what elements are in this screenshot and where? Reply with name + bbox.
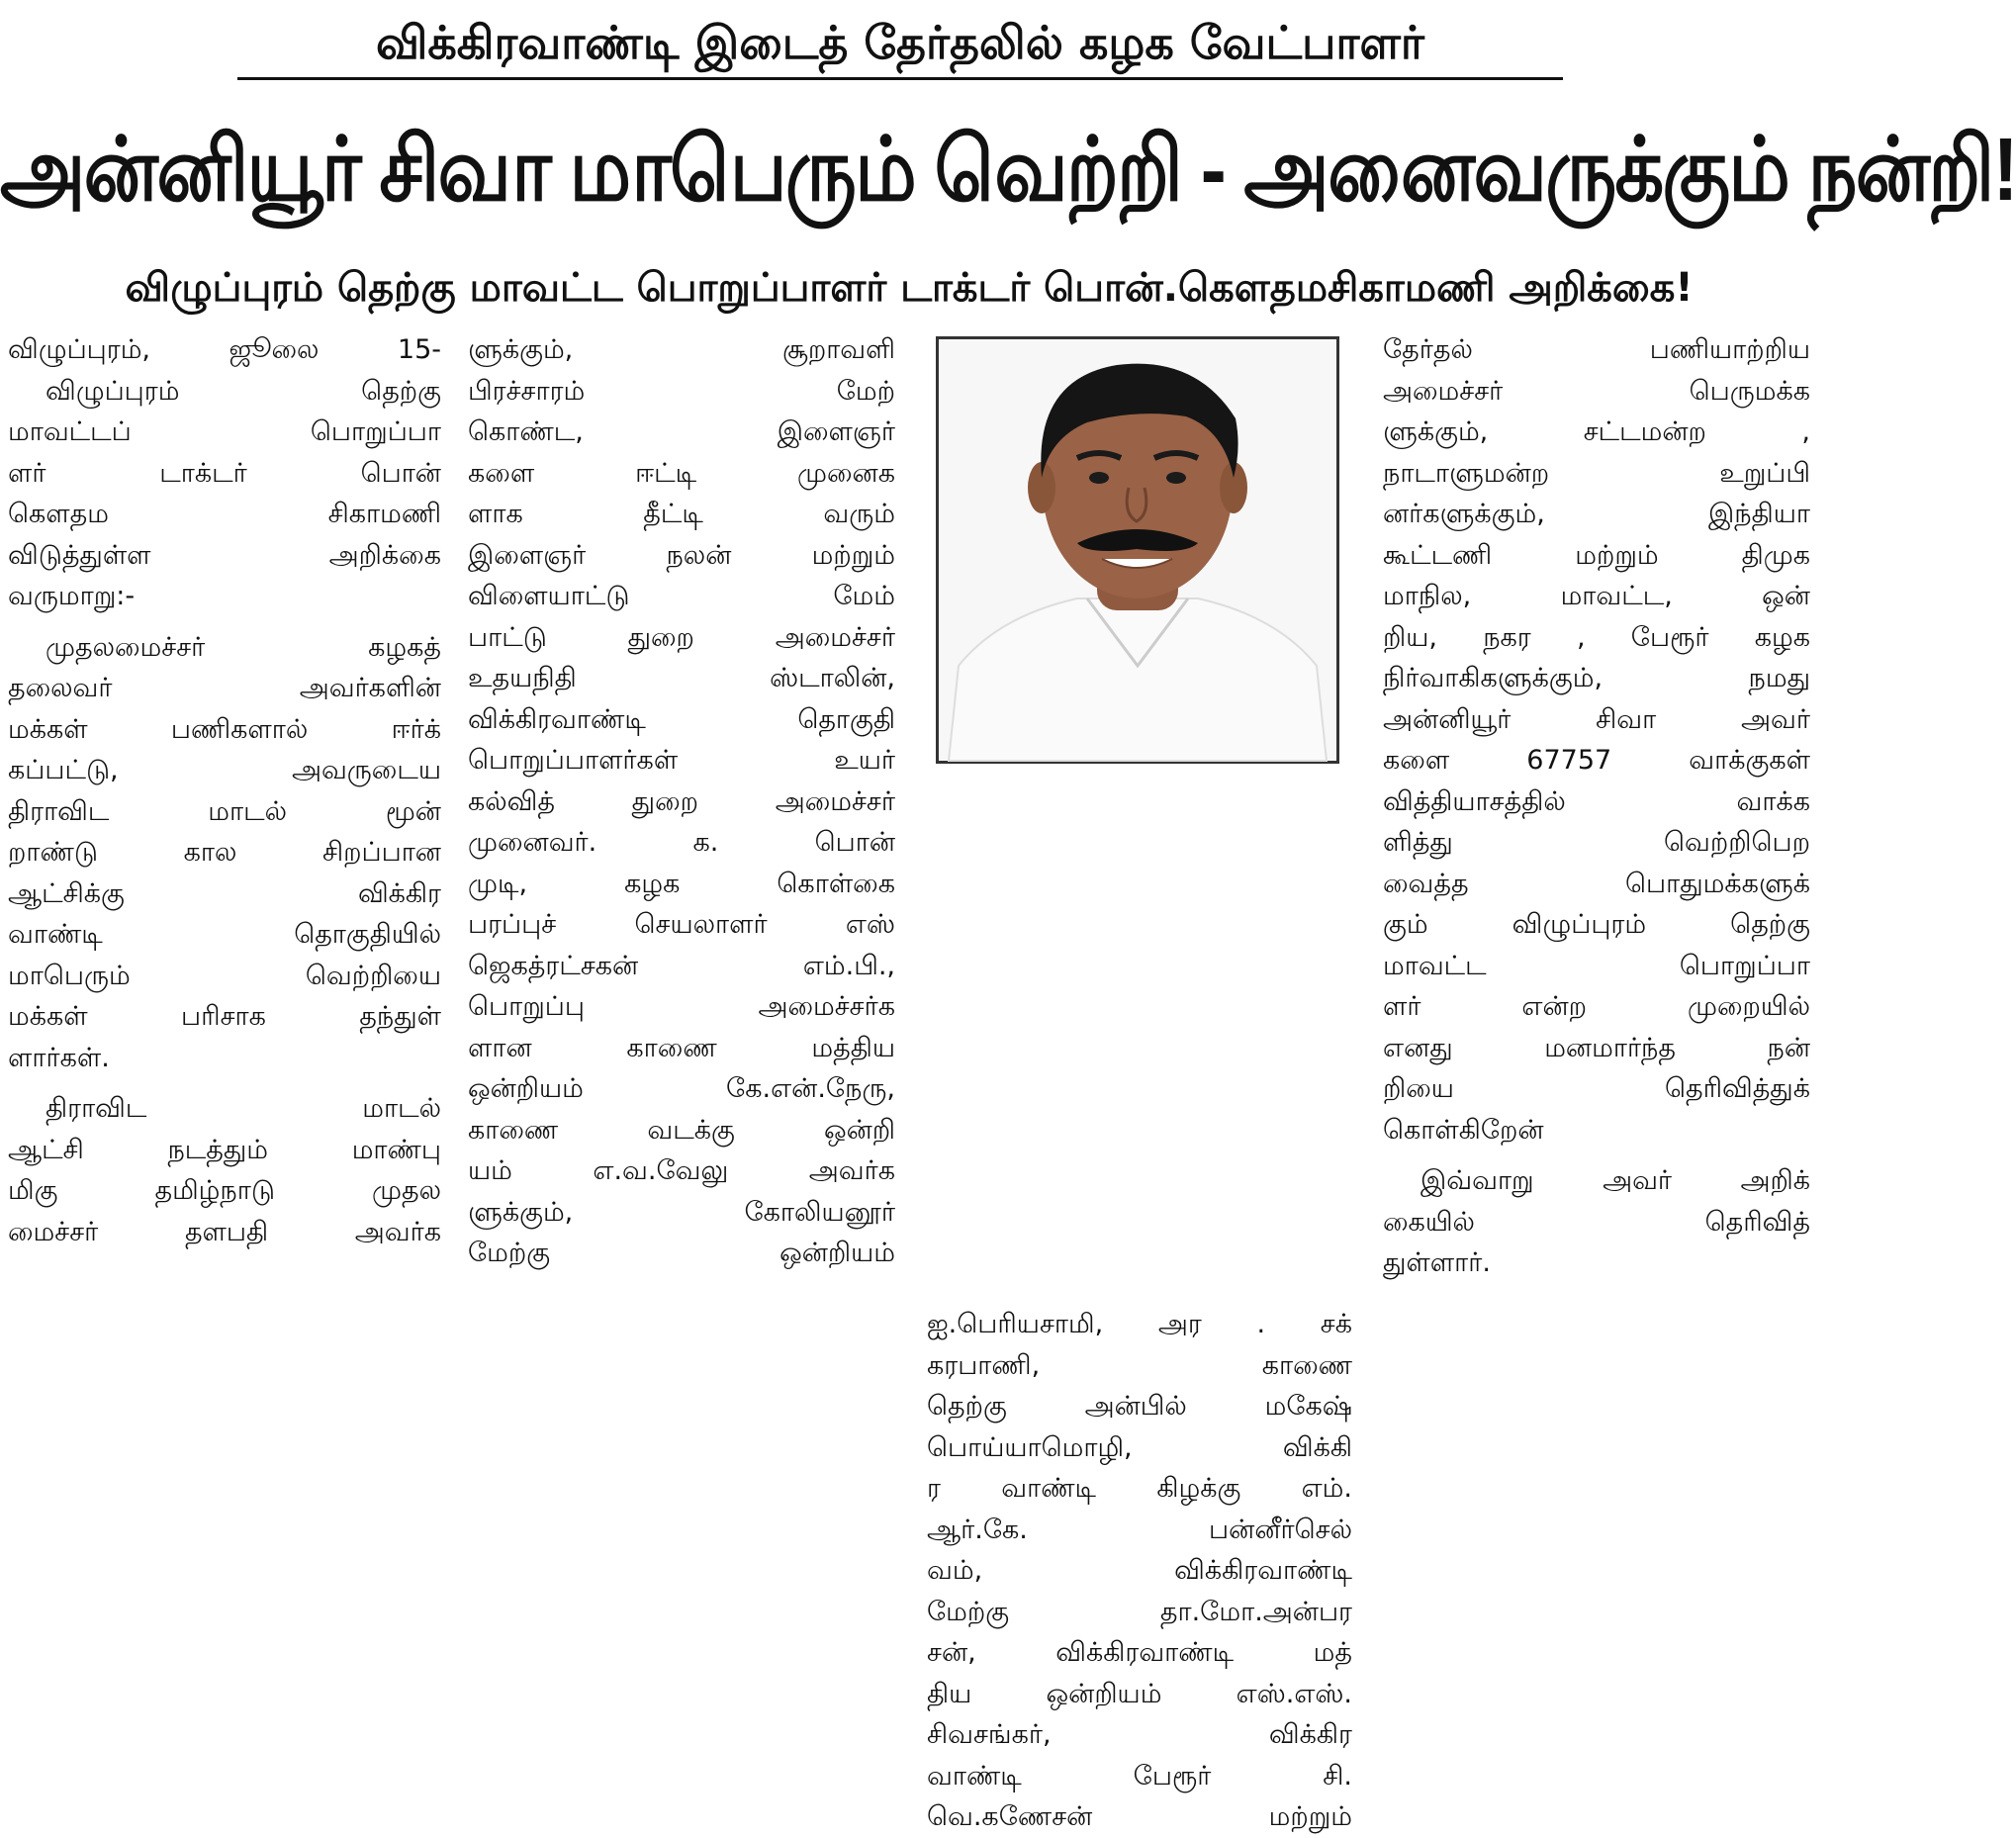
- article-text-line: ளர் என்ற முறையில்: [1383, 991, 1810, 1022]
- article-text-line: ஐ.பெரியசாமி, அர . சக்: [927, 1309, 1352, 1339]
- article-text-line: தலைவர் அவர்களின்: [8, 673, 441, 703]
- article-text-line: சிவசங்கர், விக்கிர: [927, 1719, 1352, 1750]
- article-text-line: கூட்டணி மற்றும் திமுக: [1383, 539, 1810, 571]
- article-text-line: வெ.கணேசன் மற்றும்: [927, 1801, 1352, 1832]
- article-text-line: களை ஈட்டி முனைக: [468, 457, 895, 489]
- portrait-illustration: [939, 339, 1336, 761]
- article-text-line: கொள்கிறேன்: [1383, 1114, 1544, 1146]
- article-column-3: [927, 1304, 1352, 1832]
- article-text-line: பிரச்சாரம் மேற்: [468, 375, 895, 407]
- article-text-line: றியை தெரிவித்துக்: [1383, 1073, 1810, 1104]
- article-text-line: பொறுப்பாளர்கள் உயர்: [468, 745, 895, 776]
- article-text-line: மாநில, மாவட்ட, ஒன்: [1383, 581, 1810, 611]
- article-text-line: பொய்யாமொழி, விக்கி: [927, 1431, 1352, 1463]
- article-text-line: காணை வடக்கு ஒன்றி: [468, 1114, 895, 1146]
- article-text-line: பாட்டு துறை அமைச்சர்: [468, 621, 895, 653]
- article-text-line: கப்பட்டு, அவருடைய: [8, 755, 441, 785]
- article-text-line: ளுக்கும், சூறாவளி: [468, 334, 895, 365]
- paragraph-gap: [8, 617, 441, 627]
- article-text-line: ஆட்சி நடத்தும் மாண்பு: [8, 1134, 441, 1165]
- article-text-line: ளார்கள்.: [8, 1042, 110, 1073]
- article-text-line: விழுப்புரம் தெற்கு: [46, 375, 441, 407]
- article-text-line: மாவட்டப் பொறுப்பா: [8, 416, 441, 447]
- article-text-line: றாண்டு கால சிறப்பான: [8, 837, 441, 868]
- article-text-line: மிகு தமிழ்நாடு முதல: [8, 1175, 441, 1206]
- article-text-line: நாடாளுமன்ற உறுப்பி: [1383, 457, 1810, 489]
- article-text-line: ஜெகத்ரட்சகன் எம்.பி.,: [468, 950, 895, 981]
- candidate-photo: [936, 336, 1339, 764]
- article-text-line: வாண்டி தொகுதியில்: [8, 919, 441, 950]
- article-text-line: விளையாட்டு மேம்: [468, 581, 895, 611]
- article-text-line: விக்கிரவாண்டி தொகுதி: [468, 703, 895, 735]
- article-text-line: ளித்து வெற்றிபெற: [1383, 827, 1810, 858]
- article-text-line: ர வாண்டி கிழக்கு எம்.: [927, 1473, 1352, 1504]
- article-text-line: எனது மனமார்ந்த நன்: [1383, 1032, 1810, 1063]
- kicker-headline: விக்கிரவாண்டி இடைத் தேர்தலில் கழக வேட்பாளர்: [237, 8, 1563, 80]
- article-text-line: உதயநிதி ஸ்டாலின்,: [468, 663, 895, 693]
- main-headline: அன்னியூர் சிவா மாபெரும் வெற்றி - அனைவருக்கும் நன்றி!: [0, 119, 2016, 220]
- article-text-line: ஆட்சிக்கு விக்கிர: [8, 877, 441, 909]
- article-text-line: களை 67757 வாக்குகள்: [1383, 745, 1810, 776]
- article-text-line: மேற்கு தா.மோ.அன்பர: [927, 1596, 1352, 1627]
- article-text-line: கும் விழுப்புரம் தெற்கு: [1383, 909, 1810, 940]
- article-column-1: [8, 329, 441, 1447]
- article-text-line: மாவட்ட பொறுப்பா: [1383, 950, 1810, 981]
- article-text-line: விடுத்துள்ள அறிக்கை: [8, 539, 441, 571]
- article-text-line: னர்களுக்கும், இந்தியா: [1383, 499, 1810, 529]
- article-text-line: மாபெரும் வெற்றியை: [8, 960, 441, 991]
- article-text-line: தேர்தல் பணியாற்றிய: [1383, 334, 1810, 365]
- article-text-line: ளுக்கும், கோலியனூர்: [468, 1196, 895, 1228]
- article-text-line: ளர் டாக்டர் பொன்: [8, 457, 441, 489]
- article-text-line: வைத்த பொதுமக்களுக்: [1383, 868, 1810, 899]
- article-text-line: தெற்கு அன்பில் மகேஷ்: [927, 1391, 1352, 1422]
- article-text-line: மேற்கு ஒன்றியம்: [468, 1238, 895, 1268]
- article-text-line: கல்வித் துறை அமைச்சர்: [468, 785, 895, 817]
- article-text-line: சன், விக்கிரவாண்டி மத்: [927, 1637, 1352, 1668]
- article-column-2: [468, 329, 895, 1447]
- article-text-line: மக்கள் பணிகளால் ஈர்க்: [8, 713, 441, 745]
- paragraph-gap: [8, 1078, 441, 1088]
- article-text-line: திராவிட மாடல் மூன்: [8, 795, 441, 827]
- article-text-line: கொண்ட, இளைஞர்: [468, 416, 895, 447]
- article-text-line: ளுக்கும், சட்டமன்ற ,: [1383, 416, 1810, 447]
- article-text-line: நிர்வாகிகளுக்கும், நமது: [1383, 663, 1810, 693]
- article-text-line: வித்தியாசத்தில் வாக்க: [1383, 785, 1810, 817]
- article-text-line: ஆர்.கே. பன்னீர்செல்: [927, 1514, 1352, 1545]
- article-text-line: பரப்புச் செயலாளர் எஸ்: [468, 909, 895, 940]
- article-text-line: திராவிட மாடல்: [46, 1093, 441, 1124]
- article-text-line: பொறுப்பு அமைச்சர்க: [468, 991, 895, 1022]
- paragraph-gap: [1383, 1150, 1810, 1160]
- article-text-line: துள்ளார்.: [1383, 1247, 1491, 1278]
- article-text-line: கையில் தெரிவித்: [1383, 1206, 1810, 1238]
- article-text-line: ளான காணை மத்திய: [468, 1032, 895, 1063]
- article-text-line: ஒன்றியம் கே.என்.நேரு,: [468, 1073, 895, 1104]
- article-text-line: முடி, கழக கொள்கை: [468, 868, 895, 899]
- article-text-line: முதலமைச்சர் கழகத்: [46, 631, 441, 663]
- article-text-line: விழுப்புரம், ஜூலை 15-: [8, 334, 441, 365]
- article-text-line: வாண்டி பேரூர் சி.: [927, 1760, 1352, 1792]
- article-column-4: [1383, 329, 1810, 1447]
- article-text-line: முனைவர். க. பொன்: [468, 827, 895, 858]
- article-text-line: ளாக தீட்டி வரும்: [468, 499, 895, 529]
- article-text-line: மக்கள் பரிசாக தந்துள்: [8, 1001, 441, 1032]
- article-text-line: அமைச்சர் பெருமக்க: [1383, 375, 1810, 407]
- article-text-line: வம், விக்கிரவாண்டி: [927, 1555, 1352, 1586]
- article-text-line: றிய, நகர , பேரூர் கழக: [1383, 621, 1810, 653]
- article-text-line: கரபாணி, காணை: [927, 1349, 1352, 1381]
- article-text-line: இவ்வாறு அவர் அறிக்: [1420, 1165, 1810, 1196]
- article-text-line: வருமாறு:-: [8, 581, 136, 611]
- article-text-line: இளைஞர் நலன் மற்றும்: [468, 539, 895, 571]
- article-text-line: கௌதம சிகாமணி: [8, 499, 441, 529]
- sub-headline: விழுப்புரம் தெற்கு மாவட்ட பொறுப்பாளர் டாக்டர் பொன்.கௌதமசிகாமணி அறிக்கை!: [125, 265, 1694, 311]
- article-text-line: யம் எ.வ.வேலு அவர்க: [468, 1155, 895, 1186]
- article-text-line: மைச்சர் தளபதி அவர்க: [8, 1216, 441, 1247]
- article-text-line: திய ஒன்றியம் எஸ்.எஸ்.: [927, 1678, 1352, 1709]
- article-text-line: அன்னியூர் சிவா அவர்: [1383, 703, 1810, 735]
